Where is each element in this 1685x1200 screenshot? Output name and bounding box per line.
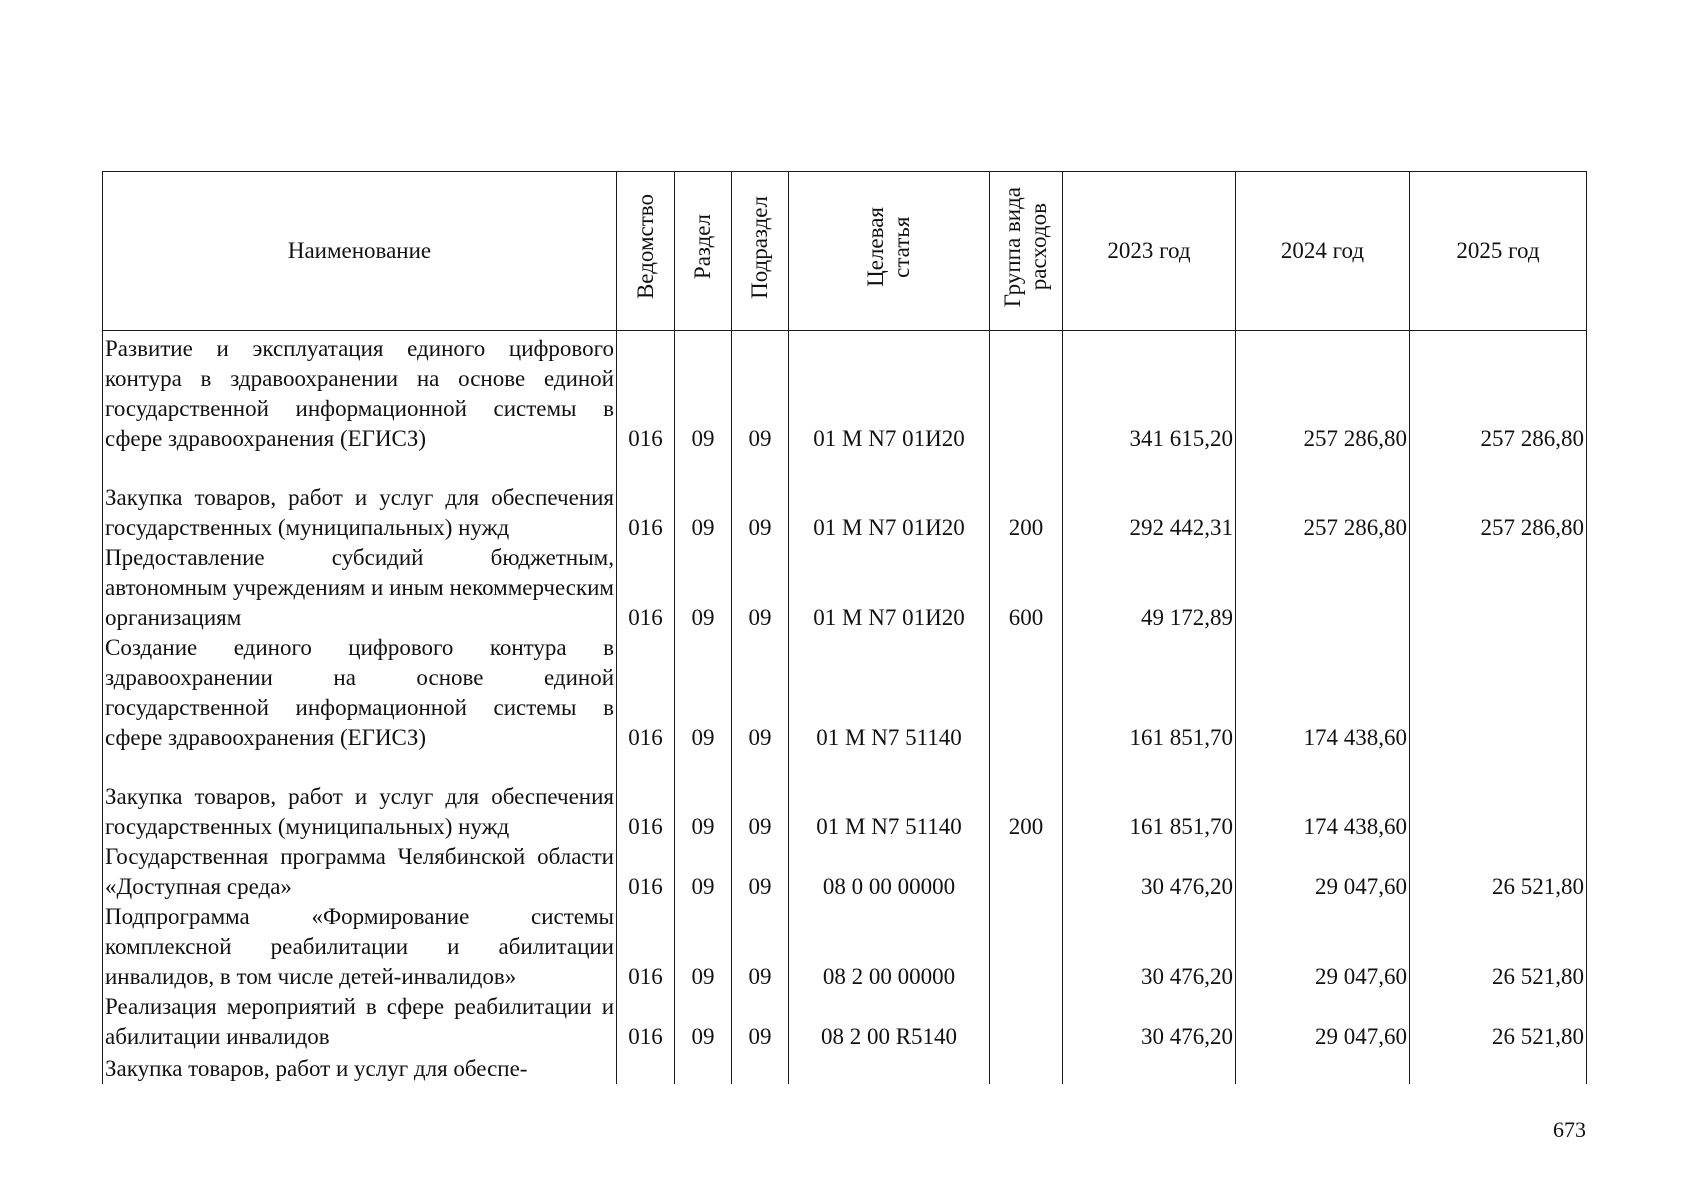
cell-gruppa: 200 — [990, 753, 1063, 842]
page-number: 673 — [1553, 1117, 1586, 1142]
cell-podrazdel: 09 — [732, 633, 789, 753]
cell-y2025: 257 286,80 — [1410, 331, 1587, 454]
cell-y2023: 30 476,20 — [1063, 902, 1236, 992]
cell-ved: 016 — [617, 753, 675, 842]
cell-podrazdel: 09 — [732, 454, 789, 543]
table-row — [103, 753, 1587, 842]
cell-y2025: 257 286,80 — [1410, 454, 1587, 543]
cell-y2023: 292 442,31 — [1063, 454, 1236, 543]
cell-name: Закупка товаров, работ и услуг для обеспе- — [103, 1052, 617, 1084]
header-razdel: Раздел — [675, 172, 732, 331]
cell-y2023: 341 615,20 — [1063, 331, 1236, 454]
table-row — [103, 633, 1587, 753]
header-2024: 2024 год — [1236, 172, 1410, 331]
header-name: Наименование — [103, 172, 617, 331]
table-row — [103, 454, 1587, 543]
cell-y2024: 257 286,80 — [1236, 454, 1410, 543]
cell-y2024: 29 047,60 — [1236, 902, 1410, 992]
cell-celevaya: 01 М N7 01И20 — [789, 331, 990, 454]
table-header-row — [103, 172, 1587, 331]
cell-y2024: 174 438,60 — [1236, 633, 1410, 753]
cell-celevaya: 08 2 00 00000 — [789, 902, 990, 992]
cell-y2025 — [1410, 753, 1587, 842]
cell-y2025: 26 521,80 — [1410, 902, 1587, 992]
cell-name: Государственная программа Челябинской области «Доступная среда» — [103, 842, 617, 902]
cell-ved: 016 — [617, 633, 675, 753]
cell-y2024: 29 047,60 — [1236, 992, 1410, 1052]
cell-y2023: 30 476,20 — [1063, 992, 1236, 1052]
table-row — [103, 842, 1587, 902]
cell-celevaya: 01 М N7 01И20 — [789, 454, 990, 543]
table-row — [103, 902, 1587, 992]
cell-razdel: 09 — [675, 992, 732, 1052]
cell-y2025 — [1410, 543, 1587, 633]
budget-table — [102, 171, 1587, 1084]
cell-ved: 016 — [617, 902, 675, 992]
cell-gruppa — [990, 633, 1063, 753]
cell-razdel: 09 — [675, 753, 732, 842]
cell-ved: 016 — [617, 842, 675, 902]
cell-celevaya: 01 М N7 51140 — [789, 633, 990, 753]
cell-ved: 016 — [617, 992, 675, 1052]
cell-y2024: 29 047,60 — [1236, 842, 1410, 902]
cell-y2023: 49 172,89 — [1063, 543, 1236, 633]
cell-name: Закупка товаров, работ и услуг для обеспечения государственных (муниципальных) нужд — [103, 753, 617, 842]
cell-razdel — [675, 1052, 732, 1084]
cell-y2025 — [1410, 1052, 1587, 1084]
cell-gruppa — [990, 1052, 1063, 1084]
cell-celevaya: 01 М N7 01И20 — [789, 543, 990, 633]
cell-gruppa — [990, 842, 1063, 902]
cell-name: Создание единого цифрового контура в здравоохранении на основе единой государственной информационной системы в сфере здравоохранения (ЕГИСЗ) — [103, 633, 617, 753]
cell-razdel: 09 — [675, 543, 732, 633]
header-2025: 2025 год — [1410, 172, 1587, 331]
cell-celevaya: 08 2 00 R5140 — [789, 992, 990, 1052]
cell-name: Предоставление субсидий бюджетным, автономным учреждениям и иным некоммерческим организациям — [103, 543, 617, 633]
table-row — [103, 1052, 1587, 1084]
cell-y2024: 174 438,60 — [1236, 753, 1410, 842]
cell-podrazdel: 09 — [732, 543, 789, 633]
cell-razdel: 09 — [675, 842, 732, 902]
cell-gruppa — [990, 902, 1063, 992]
cell-gruppa — [990, 331, 1063, 454]
cell-y2023: 161 851,70 — [1063, 753, 1236, 842]
cell-y2025: 26 521,80 — [1410, 992, 1587, 1052]
cell-podrazdel: 09 — [732, 902, 789, 992]
cell-celevaya: 08 0 00 00000 — [789, 842, 990, 902]
header-celevaya: Целевая статья — [789, 172, 990, 331]
cell-name: Подпрограмма «Формирование системы комплексной реабилитации и абилитации инвалидов, в том числе детей-инвалидов» — [103, 902, 617, 992]
table-row — [103, 331, 1587, 454]
cell-name: Реализация мероприятий в сфере реабилитации и абилитации инвалидов — [103, 992, 617, 1052]
header-2023: 2023 год — [1063, 172, 1236, 331]
cell-gruppa: 600 — [990, 543, 1063, 633]
cell-y2025: 26 521,80 — [1410, 842, 1587, 902]
cell-celevaya — [789, 1052, 990, 1084]
cell-y2023: 30 476,20 — [1063, 842, 1236, 902]
cell-podrazdel: 09 — [732, 992, 789, 1052]
cell-podrazdel: 09 — [732, 842, 789, 902]
cell-y2025 — [1410, 633, 1587, 753]
cell-y2023: 161 851,70 — [1063, 633, 1236, 753]
cell-razdel: 09 — [675, 902, 732, 992]
header-podrazdel: Подраздел — [732, 172, 789, 331]
table-row — [103, 543, 1587, 633]
cell-podrazdel: 09 — [732, 331, 789, 454]
cell-name: Развитие и эксплуатация единого цифрового контура в здравоохранении на основе единой государственной информационной системы в сфере здравоохранения (ЕГИСЗ) — [103, 331, 617, 454]
cell-ved: 016 — [617, 331, 675, 454]
cell-name: Закупка товаров, работ и услуг для обеспечения государственных (муниципальных) нужд — [103, 454, 617, 543]
cell-y2024 — [1236, 1052, 1410, 1084]
cell-ved: 016 — [617, 454, 675, 543]
table-body — [103, 331, 1587, 1084]
cell-y2024 — [1236, 543, 1410, 633]
cell-celevaya: 01 М N7 51140 — [789, 753, 990, 842]
cell-y2023 — [1063, 1052, 1236, 1084]
cell-podrazdel: 09 — [732, 753, 789, 842]
cell-razdel: 09 — [675, 454, 732, 543]
table-row — [103, 992, 1587, 1052]
header-gruppa: Группа вида расходов — [990, 172, 1063, 331]
header-ved: Ведомство — [617, 172, 675, 331]
cell-razdel: 09 — [675, 331, 732, 454]
cell-ved: 016 — [617, 543, 675, 633]
cell-podrazdel — [732, 1052, 789, 1084]
cell-gruppa: 200 — [990, 454, 1063, 543]
cell-gruppa — [990, 992, 1063, 1052]
cell-ved — [617, 1052, 675, 1084]
cell-y2024: 257 286,80 — [1236, 331, 1410, 454]
cell-razdel: 09 — [675, 633, 732, 753]
